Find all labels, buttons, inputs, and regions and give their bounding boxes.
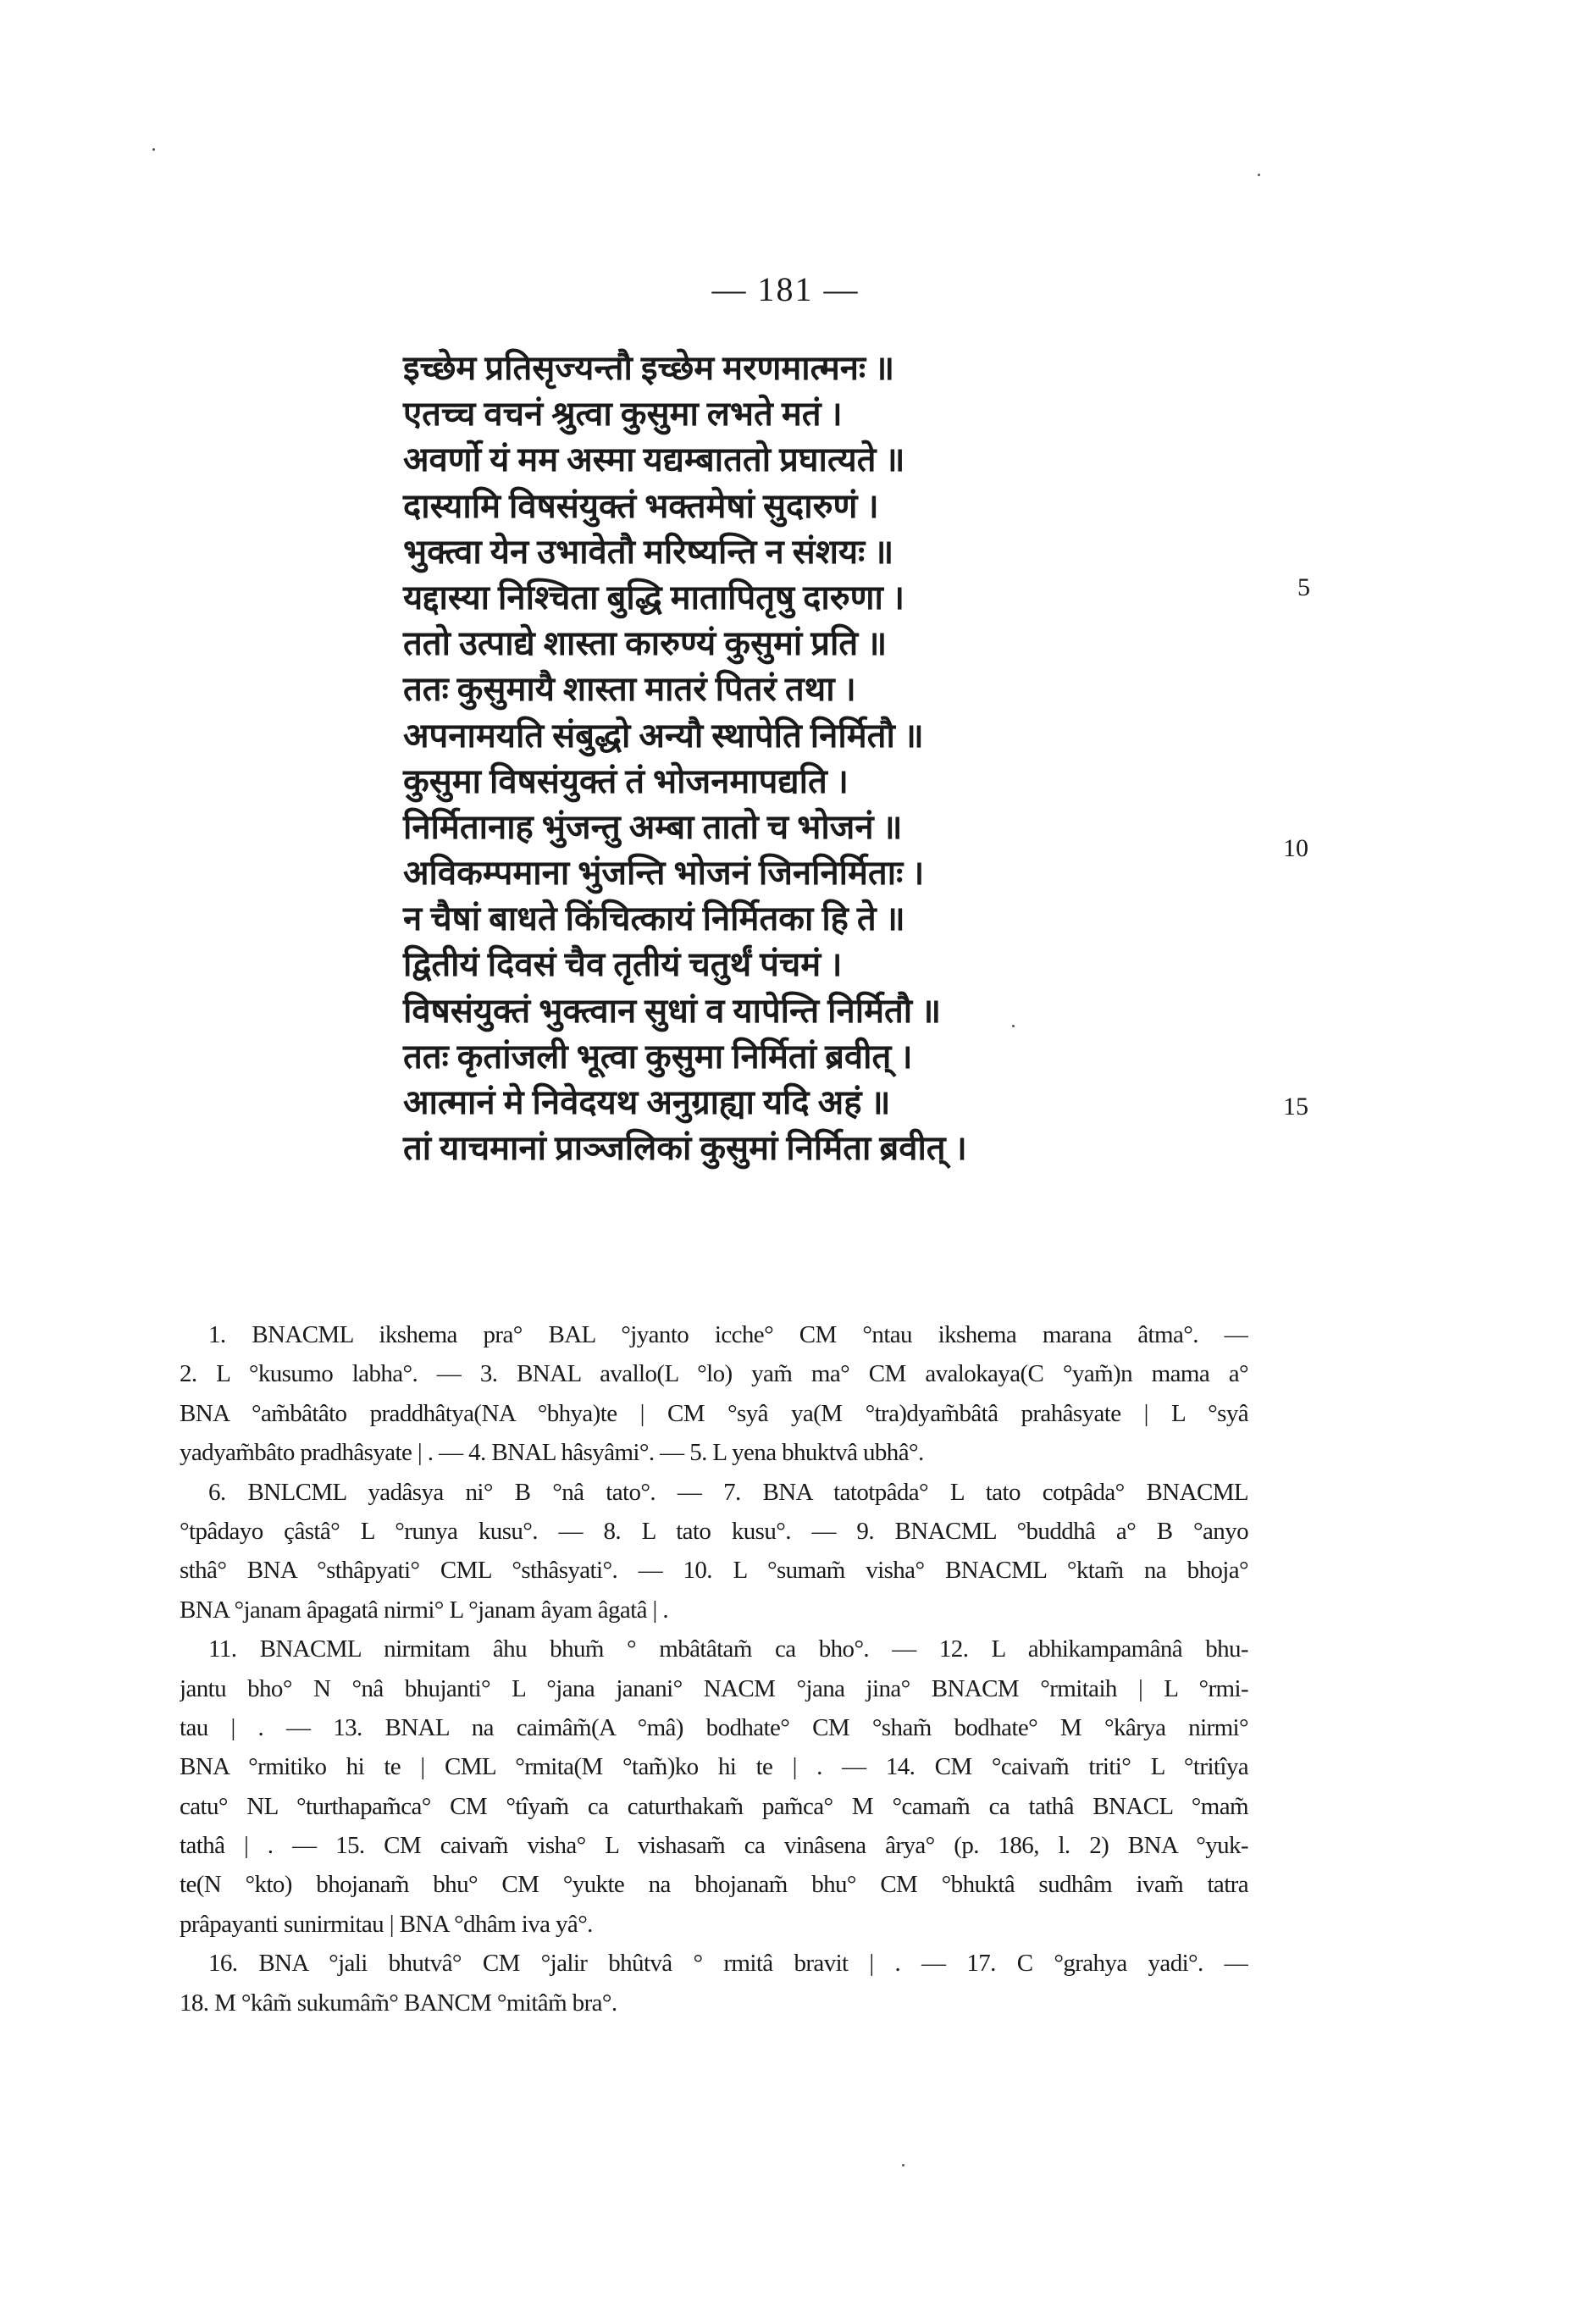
verse-line: अवर्णो यं मम अस्मा यद्यम्बाततो प्रघात्यते ॥ — [403, 440, 905, 479]
verse-line: एतच्च वचनं श्रुत्वा कुसुमा लभते मतं । — [403, 395, 843, 434]
footnote-line: °tpâdayo çâstâ° L °runya kusu°. — 8. L tato kusu°. — 9. BNACML °buddhâ a° B °anyo — [180, 1517, 1248, 1545]
verse-line: ततो उत्पाद्ये शास्ता कारुण्यं कुसुमां प्रति ॥ — [403, 624, 888, 663]
verse-line: इच्छेम प्रतिसृज्यन्तौ इच्छेम मरणमात्मनः ॥ — [403, 349, 895, 387]
line-number-15: 15 — [1283, 1093, 1308, 1120]
footnote-line: jantu bho° N °nâ bhujanti° L °jana janani° NACM °jana jina° BNACM °rmitaih | L °rmi- — [180, 1674, 1248, 1702]
line-number-10: 10 — [1283, 834, 1308, 862]
footnote-line: BNA °rmitiko hi te | CML °rmita(M °tam̃)ko hi te | . — 14. CM °caivam̃ triti° L °tritîya — [180, 1753, 1248, 1781]
verse-line: अपनामयति संबुद्धो अन्यौ स्थापेति निर्मितौ ॥ — [403, 716, 924, 755]
verse-line: तां याचमानां प्राञ्जलिकां कुसुमां निर्मिता ब्रवीत् । — [403, 1129, 967, 1168]
footnote-line: yadyam̃bâto pradhâsyate | . — 4. BNAL hâsyâmi°. — 5. L yena bhuktvâ ubhâ°. — [180, 1439, 924, 1467]
verse-line: कुसुमा विषसंयुक्तं तं भोजनमापद्यति । — [403, 761, 849, 800]
footnote-line: BNA °janam âpagatâ nirmi° L °janam âyam âgatâ | . — [180, 1596, 669, 1624]
footnote-line: 6. BNLCML yadâsya ni° B °nâ tato°. — 7. BNA tatotpâda° L tato cotpâda° BNACML — [208, 1478, 1248, 1506]
verse-line: द्वितीयं दिवसं चैव तृतीयं चतुर्थं पंचमं । — [403, 945, 843, 984]
footnote-line: 18. M °kâm̃ sukumâm̃° BANCM °mitâm̃ bra°. — [180, 1989, 617, 2017]
scan-speck — [1012, 1025, 1015, 1027]
footnotes — [180, 1315, 1248, 2022]
footnote-line: te(N °kto) bhojanam̃ bhu° CM °yukte na bhojanam̃ bhu° CM °bhuktâ sudhâm ivam̃ tatra — [180, 1871, 1248, 1899]
verse-line: अविकम्पमाना भुंजन्ति भोजनं जिननिर्मिताः । — [403, 854, 925, 893]
verse-line: यद्दास्या निश्चिता बुद्धि मातापितृषु दारुणा । — [403, 578, 905, 617]
footnote-line: 1. BNACML ikshema pra° BAL °jyanto icche° CM °ntau ikshema marana âtma°. — — [208, 1321, 1248, 1348]
footnote-line: sthâ° BNA °sthâpyati° CML °sthâsyati°. — 10. L °sumam̃ visha° BNACML °ktam̃ na bhoja° — [180, 1557, 1248, 1585]
scan-speck — [902, 2164, 904, 2166]
footnote-line: catu° NL °turthapam̃ca° CM °tîyam̃ ca caturthakam̃ pam̃ca° M °camam̃ ca tathâ BNACL °mam̃ — [180, 1792, 1248, 1820]
footnote-line: 11. BNACML nirmitam âhu bhum̃ ° mbâtâtam̃ ca bho°. — 12. L abhikampamânâ bhu- — [208, 1635, 1248, 1663]
verse-line: ततः कृतांजली भूत्वा कुसुमा निर्मितां ब्रवीत् । — [403, 1037, 913, 1076]
page-number: — 181 — — [711, 270, 860, 308]
scan-speck — [1258, 174, 1260, 176]
verse-line: निर्मितानाह भुंजन्तु अम्बा तातो च भोजनं ॥ — [403, 807, 903, 846]
scan-speck — [152, 148, 155, 151]
footnote-line: tathâ | . — 15. CM caivam̃ visha° L vishasam̃ ca vinâsena ârya° (p. 186, l. 2) BNA °yuk- — [180, 1832, 1248, 1860]
verse-line: दास्यामि विषसंयुक्तं भक्तमेषां सुदारुणं । — [403, 486, 879, 525]
footnote-line: prâpayanti sunirmitau | BNA °dhâm iva yâ°. — [180, 1910, 593, 1938]
verse-line: आत्मानं मे निवेदयथ अनुग्राह्या यदि अहं ॥ — [403, 1083, 891, 1121]
verse-line: भुक्त्वा येन उभावेतौ मरिष्यन्ति न संशयः ॥ — [403, 532, 894, 571]
line-number-5: 5 — [1297, 573, 1310, 601]
verse-line: ततः कुसुमायै शास्ता मातरं पितरं तथा । — [403, 670, 856, 709]
verse-line: न चैषां बाधते किंचित्कायं निर्मितका हि ते ॥ — [403, 899, 905, 938]
verse-line: विषसंयुक्तं भुक्त्वान सुधां व यापेन्ति निर्मितौ ॥ — [403, 991, 942, 1030]
footnote-line: BNA °am̃bâtâto praddhâtya(NA °bhya)te | CM °syâ ya(M °tra)dyam̃bâtâ prahâsyate | L °syâ — [180, 1399, 1248, 1427]
footnote-line: tau | . — 13. BNAL na caimâm̃(A °mâ) bodhate° CM °sham̃ bodhate° M °kârya nirmi° — [180, 1713, 1248, 1741]
footnote-line: 16. BNA °jali bhutvâ° CM °jalir bhûtvâ ° rmitâ bravit | . — 17. C °grahya yadi°. — — [208, 1950, 1248, 1978]
footnote-line: 2. L °kusumo labha°. — 3. BNAL avallo(L °lo) yam̃ ma° CM avalokaya(C °yam̃)n mama a° — [180, 1360, 1248, 1388]
verse-block — [403, 346, 1165, 1171]
